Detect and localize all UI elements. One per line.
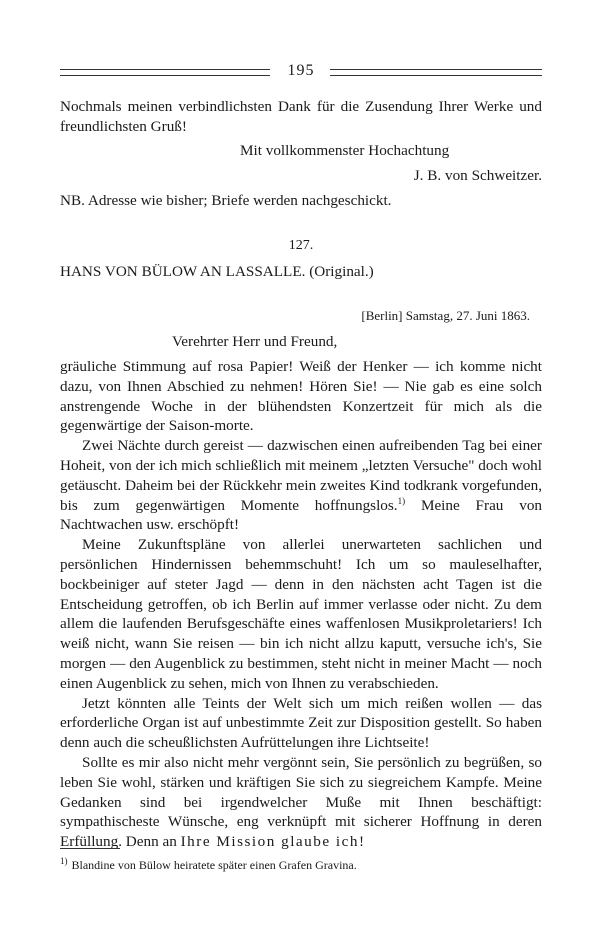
- footnote-reference[interactable]: 1): [397, 495, 406, 506]
- previous-letter-nb: NB. Adresse wie bisher; Briefe werden nachgeschickt.: [60, 192, 392, 209]
- paragraph-text: gräuliche Stimmung auf rosa Papier! Weiß der Henker — ich komme nicht dazu, von Ihnen Abschied zu nehmen! Hören Sie! — Nie gab es eine solch anstrengende Woche in der blühendsten Konzertzeit für mich als die gegenwärtige der Saison-morte.: [60, 358, 542, 435]
- letter-salutation: Verehrter Herr und Freund,: [172, 333, 338, 350]
- paragraph-text: Zwei Nächte durch gereist — dazwischen einen aufreibenden Tag bei einer Hoheit, von der ich mich schließlich mit meinem „letzten Versuche" doch wohl getäuscht. Daheim bei der Rückkehr mein zweites Kind todkrank vorgefunden, bis zum gegenwärtigen Momente hoffnungslos.: [60, 437, 542, 514]
- letter-paragraph: [60, 535, 542, 693]
- letter-body: [60, 357, 542, 852]
- letter-paragraph: [60, 694, 542, 753]
- paragraph-text: Sollte es mir also nicht mehr vergönnt sein, Sie persönlich zu begrüßen, so leben Sie wohl, stärken und kräftigen Sie sich zu siegreichem Kampfe. Meine Gedanken sind bei irgendwelcher Muße mit Ihnen beschäftigt: sympathischeste Wünsche, eng verknüpft mit sicherer Hoffnung in deren Erfüllung. Denn an: [60, 753, 542, 851]
- header-rule-right: [330, 69, 542, 76]
- previous-letter-closing: Mit vollkommenster Hochachtung: [240, 142, 450, 159]
- previous-letter-signature: J. B. von Schweitzer.: [413, 167, 542, 184]
- previous-letter-paragraph: Nochmals meinen verbindlichsten Dank für die Zusendung Ihrer Werke und freundlichsten Gruß!: [60, 98, 542, 135]
- letter-paragraph: [60, 436, 542, 535]
- footnote: [60, 858, 542, 873]
- emphasized-text: Ihre Mission glaube ich!: [180, 833, 366, 851]
- letter-dateline: [Berlin] Samstag, 27. Juni 1863.: [361, 308, 530, 323]
- running-header: [60, 62, 542, 84]
- paragraph-text: Meine Zukunftspläne von allerlei unerwarteten sachlichen und persönlichen Hindernissen behemmschuht! Ich um so mauleselhafter, bockbeiniger auf steter Jagd — denn in den nächsten acht Tagen ist die Entscheidung getroffen, ob ich Berlin auf immer verlasse oder nicht. Zu dem allem die laufenden Berufsgeschäfte eines waffenlosen Musikproletariers! Ich weiß nicht, wann Sie reisen — bin ich nicht allzu kaputt, versuche ich's, Sie morgen — den Augenblick zu bestimmen, steht nicht in meiner Macht — noch einen Augenblick zu sehen, mich von Ihnen zu verabschieden.: [60, 536, 542, 692]
- letter-number: 127.: [288, 238, 314, 253]
- letter-paragraph: [60, 357, 542, 436]
- page-number: 195: [287, 62, 315, 79]
- letter-paragraph: [60, 753, 542, 852]
- footnote-marker: 1): [60, 856, 68, 866]
- footnote-text: Blandine von Bülow heiratete später einen Grafen Gravina.: [71, 858, 357, 872]
- letter-heading: HANS VON BÜLOW AN LASSALLE. (Original.): [60, 263, 374, 280]
- paragraph-text: Jetzt könnten alle Teints der Welt sich um mich reißen wollen — das erforderliche Organ ist auf unbestimmte Zeit zur Disposition gestellt. So haben denn auch die scheußlichsten Aufrüttelungen ihre Lichtseite!: [60, 694, 542, 752]
- footnote-rule: [60, 848, 120, 849]
- paragraph-text: Meine Frau von Nachtwachen usw. erschöpft!: [60, 496, 543, 534]
